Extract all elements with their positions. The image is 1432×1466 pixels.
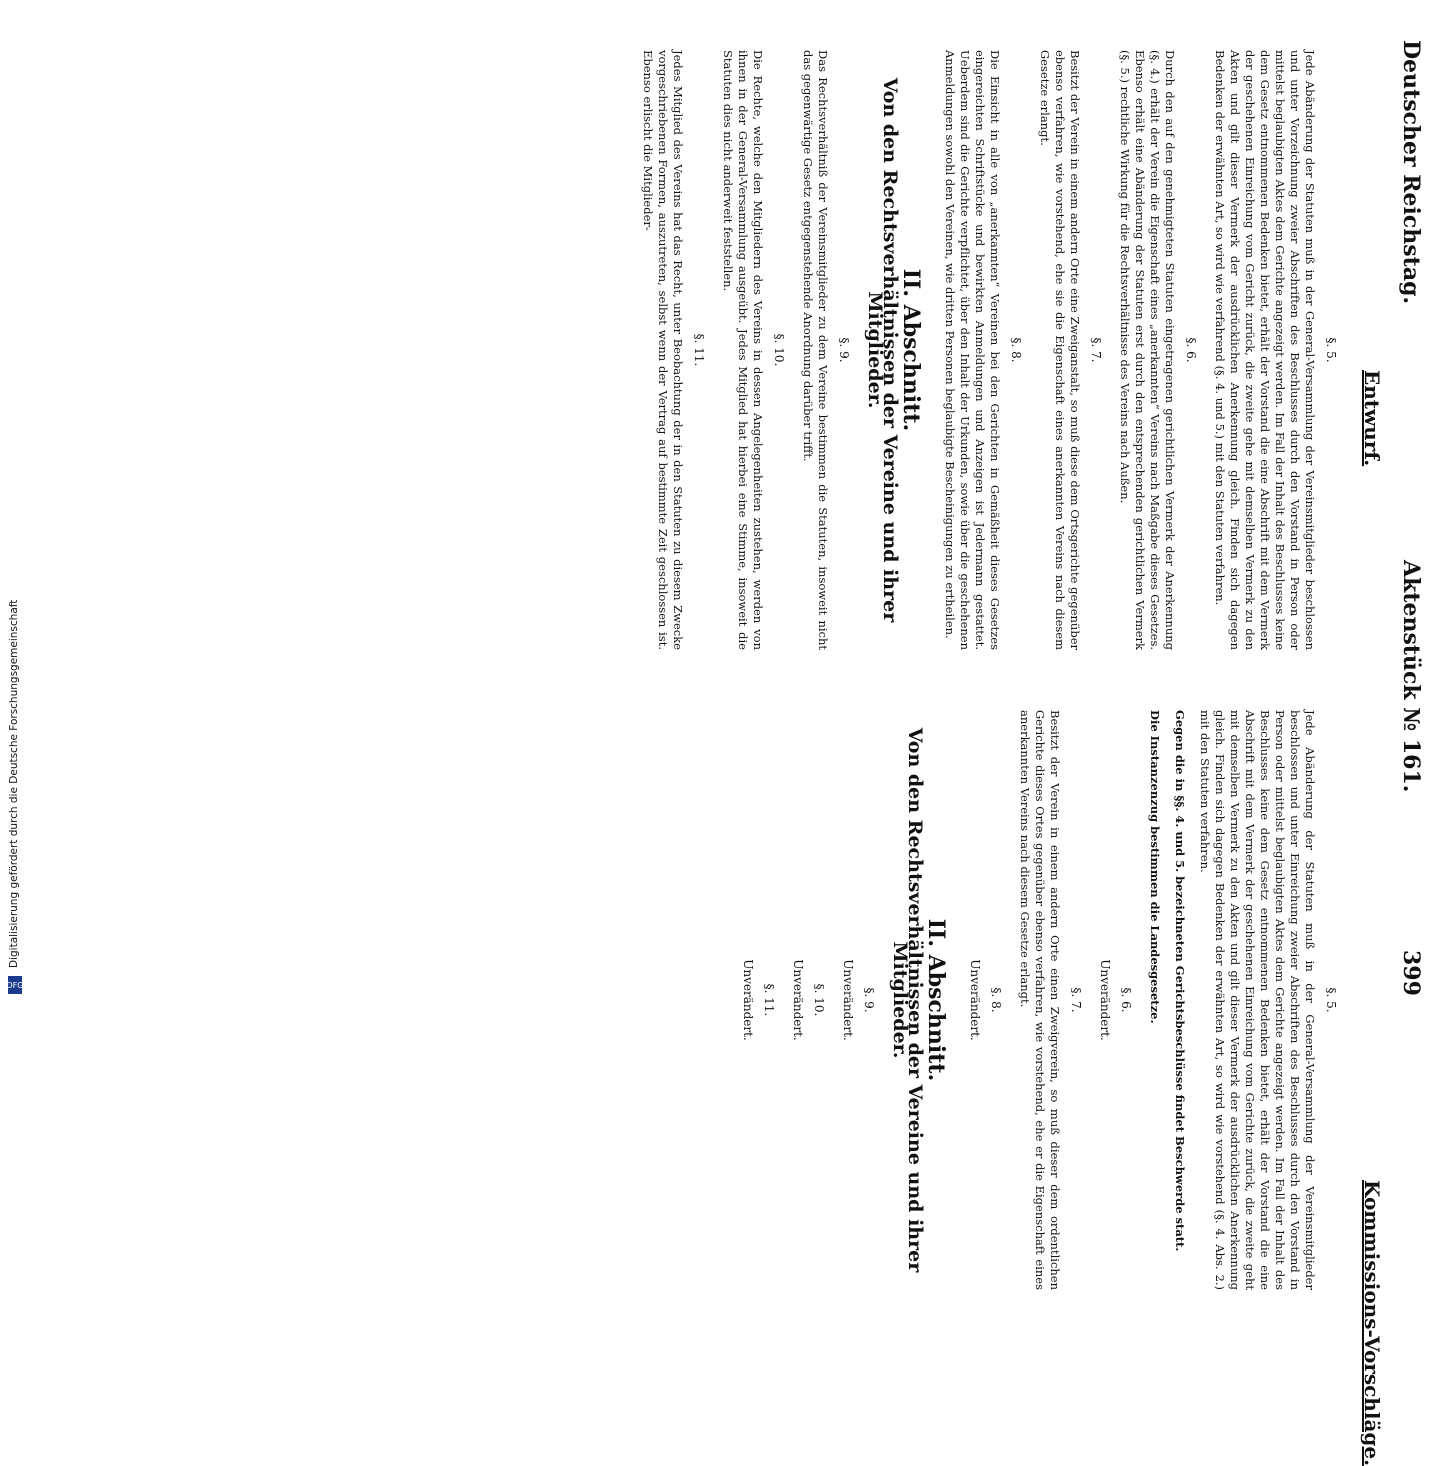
left-column <box>20 50 1352 650</box>
section-number: §. 9. <box>837 337 851 363</box>
bold-paragraph: Die Instanzenzug bestimmen die Landesgesetze. <box>1148 710 1162 1024</box>
unchanged-note: Unverändert. <box>1098 959 1112 1041</box>
chapter-subheading: Von den Rechtsverhältnissen der Vereine und ihrer Mitglieder. <box>864 77 901 623</box>
page-number: 399 <box>1398 950 1424 996</box>
chapter-subheading: Von den Rechtsverhältnissen der Vereine und ihrer Mitglieder. <box>889 727 926 1273</box>
paragraph: Durch den auf den genehmigteten Statuten eingetragenen gerichtlichen Vermerk der Anerkennung (§. 4.) erhält der Verein die Eigenschaft eines „anerkannten“ Vereins nach Maßgabe dieses Gesetzes. Ebenso erhält eine Abänderung der Statuten erst durch den entsprechenden gerichtlichen Vermerk (§. 5.) rechtliche Wirkung für die Rechtsverhältnisse des Vereins nach Außen. <box>1118 50 1177 650</box>
section-number: §. 11. <box>762 983 776 1017</box>
section-number: §. 6. <box>1184 337 1198 363</box>
footer-credit: Digitalisierung gefördert durch die Deutsche Forschungsgemeinschaft <box>8 599 20 968</box>
section-number: §. 9. <box>862 987 876 1013</box>
section-number: §. 5. <box>1324 337 1338 363</box>
section-number: §. 7. <box>1089 337 1103 363</box>
section-number: §. 7. <box>1069 987 1083 1013</box>
paragraph: Die Einsicht in alle von „anerkannten“ Vereinen bei den Gerichten in Gemäßheit dieses Gesetzes eingereichten Schriftstücke und bewirkten Anmeldungen und Anzeigen ist Jedermann gestattet. Ueberdem sind die Gerichte verpflichtet, über den Inhalt der Urkunden, sowie über die geschehenen Anmeldungen sowohl den Vereinen, wie dritten Personen beglaubigte Bescheinigungen zu ertheilen. <box>943 50 1002 650</box>
left-column-title: Entwurf. <box>1360 370 1384 467</box>
paragraph: Jede Abänderung der Statuten muß in der General-Versammlung der Vereinsmitglieder beschlossen und unter Einreichung zweier Abschriften des Beschlusses durch den Vorstand in Person oder mittelst beglaubigten Aktes dem Gerichte angezeigt werden. Im Fall der Inhalt des Beschlusses keine dem Gesetz entnommenen Bedenken bietet, erhält der Vorstand die eine Abschrift mit dem Vermerk der geschehenen Einreichung vom Gerichte zurück, die zweite geht mit demselben Vermerk zu den Akten und gilt dieser Vermerk der ausdrücklichen Anerkennung gleich. Finden sich dagegen Bedenken der erwähnten Art, so wird wie vorstehend (§. 4. Abs. 2.) mit den Statuten verfahren. <box>1198 710 1317 1290</box>
paragraph: Jedes Mitglied des Vereins hat das Recht, unter Beobachtung der in den Statuten zu diesem Zwecke vorgeschriebenen Formen, auszutreten, selbst wenn der Vertrag auf bestimmte Zeit geschlossen ist. Ebenso erlischt die Mitglieder- <box>641 50 685 650</box>
paragraph: Das Rechtsverhältniß der Vereinsmitglieder zu dem Vereine bestimmen die Statuten, insoweit nicht das gegenwärtige Gesetz entgegenstehende Anordnung darüber trifft. <box>801 50 830 650</box>
section-number: §. 5. <box>1324 987 1338 1013</box>
bold-paragraph: Gegen die in §§. 4. und 5. bezeichneten Gerichtsbeschlüsse findet Beschwerde statt. <box>1173 710 1187 1252</box>
paragraph: Besitzt der Verein in einem andern Orte eine Zweiganstalt, so muß diese dem Ortsgerichte gegenüber ebenso verfahren, wie vorstehend, ehe sie die Eigenschaft eines anerkannten Vereins nach diesem Gesetze erlangt. <box>1038 50 1082 650</box>
chapter-heading: II. Abschnitt. <box>898 268 924 432</box>
right-column <box>20 710 1352 1290</box>
chapter-heading: II. Abschnitt. <box>923 918 949 1082</box>
section-number: §. 11. <box>692 333 706 367</box>
unchanged-note: Unverändert. <box>791 959 805 1041</box>
header-left: Deutscher Reichstag. <box>1398 40 1424 305</box>
header-center: Aktenstück № 161. <box>1398 560 1424 793</box>
section-number: §. 8. <box>1009 337 1023 363</box>
section-number: §. 6. <box>1119 987 1133 1013</box>
section-number: §. 10. <box>812 983 826 1017</box>
paragraph: Jede Abänderung der Statuten muß in der General-Versammlung der Vereinsmitglieder beschlossen und unter Vorzeichnung zweier Abschriften des Beschlusses durch den Vorstand in Person oder mittelst beglaubigten Aktes dem Gerichte angezeigt werden. Im Fall der Inhalt des Beschlusses keine dem Gesetz entnommenen Bedenken bietet, erhält der Vorstand die eine Abschrift mit dem Vermerk der geschehenen Einreichung vom Gericht zurück, die zweite gehe mit demselben Vermerk zu den Akten und gilt dieser Vermerk der ausdrücklichen Anerkennung gleich. Finden sich dagegen Bedenken der erwähnten Art, so wird wie verfahrend (§. 4. und 5.) mit den Statuten verfahren. <box>1213 50 1317 650</box>
unchanged-note: Unverändert. <box>968 959 982 1041</box>
section-number: §. 10. <box>772 333 786 367</box>
paragraph: Besitzt der Verein in einem andern Orte einen Zweigverein, so muß dieser dem ordentlichen Gerichte dieses Ortes gegenüber ebenso verfahren, wie vorstehend, ehe er die Eigenschaft eines anerkannten Vereins nach diesem Gesetze erlangt. <box>1018 710 1062 1290</box>
dfg-logo-icon: DFG <box>8 976 22 994</box>
footer <box>8 568 22 988</box>
section-number: §. 8. <box>989 987 1003 1013</box>
unchanged-note: Unverändert. <box>841 959 855 1041</box>
right-column-title: Kommissions-Vorschläge. <box>1360 1180 1384 1466</box>
unchanged-note: Unverändert. <box>741 959 755 1041</box>
paragraph: Die Rechte, welche den Mitgliedern des Vereins in dessen Angelegenheiten zustehen, werden von ihnen in der General-Versammlung ausgeübt. Jedes Mitglied hat hierbei eine Stimme, insoweit die Statuten dies nicht anderweit feststellen. <box>721 50 765 650</box>
